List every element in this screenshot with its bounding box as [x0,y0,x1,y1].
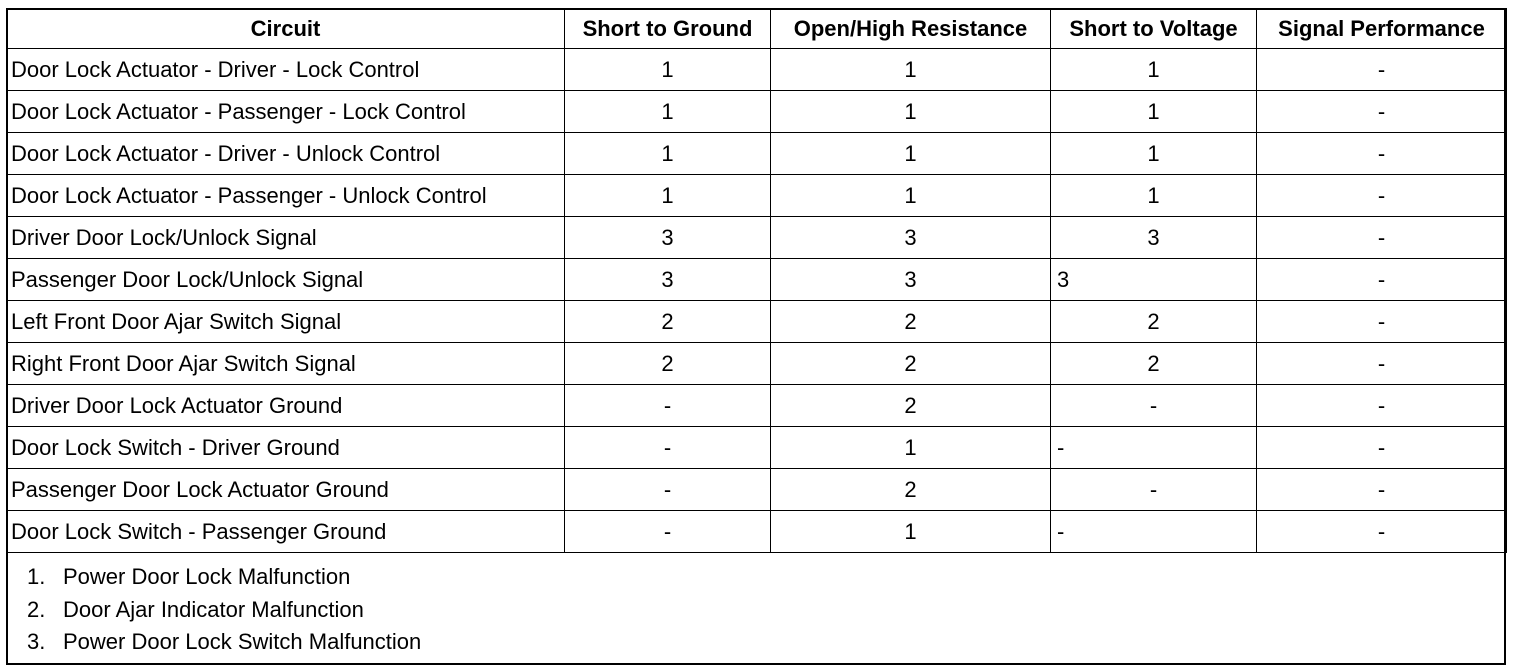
cell-signal-performance: - [1257,259,1507,301]
footnote-item [27,561,1505,594]
table-row [7,175,1507,217]
cell-circuit: Driver Door Lock Actuator Ground [7,385,565,427]
footnote-number: 1. [27,564,46,589]
cell-signal-performance: - [1257,343,1507,385]
cell-circuit: Door Lock Switch - Driver Ground [7,427,565,469]
table-row [7,427,1507,469]
cell-circuit: Door Lock Actuator - Passenger - Unlock Control [7,175,565,217]
header-short-to-ground: Short to Ground [565,9,771,49]
table-header-row [7,9,1507,49]
cell-short-to-ground: 1 [565,133,771,175]
table-row [7,469,1507,511]
cell-short-to-ground: 3 [565,259,771,301]
cell-open-high-resistance: 2 [771,343,1051,385]
cell-short-to-voltage: 1 [1051,91,1257,133]
cell-short-to-ground: 2 [565,301,771,343]
table-row [7,301,1507,343]
table-row [7,49,1507,91]
footnote-number: 2. [27,596,46,622]
diagnostic-table-container [6,8,1506,665]
cell-short-to-ground: - [565,511,771,553]
table-row [7,385,1507,427]
circuit-fault-table [6,8,1507,553]
cell-short-to-voltage: 1 [1051,133,1257,175]
header-short-to-voltage: Short to Voltage [1051,9,1257,49]
cell-short-to-voltage: - [1051,469,1257,511]
cell-open-high-resistance: 1 [771,175,1051,217]
cell-short-to-ground: 3 [565,217,771,259]
cell-open-high-resistance: 2 [771,469,1051,511]
cell-circuit: Passenger Door Lock/Unlock Signal [7,259,565,301]
cell-open-high-resistance: 1 [771,91,1051,133]
cell-short-to-ground: 1 [565,49,771,91]
cell-signal-performance: - [1257,469,1507,511]
cell-signal-performance: - [1257,133,1507,175]
cell-circuit: Door Lock Actuator - Driver - Lock Control [7,49,565,91]
cell-short-to-ground: - [565,385,771,427]
cell-signal-performance: - [1257,49,1507,91]
header-signal-performance: Signal Performance [1257,9,1507,49]
header-circuit: Circuit [7,9,565,49]
cell-open-high-resistance: 2 [771,385,1051,427]
footnote-text: Door Ajar Indicator Malfunction [63,596,364,622]
table-row [7,511,1507,553]
cell-signal-performance: - [1257,301,1507,343]
cell-circuit: Door Lock Actuator - Passenger - Lock Control [7,91,565,133]
cell-short-to-voltage: 2 [1051,343,1257,385]
footnote-item [27,594,1505,627]
cell-circuit: Door Lock Actuator - Driver - Unlock Control [7,133,565,175]
table-row [7,343,1507,385]
footnotes-section [6,553,1506,664]
cell-open-high-resistance: 2 [771,301,1051,343]
cell-signal-performance: - [1257,91,1507,133]
cell-short-to-voltage: 1 [1051,49,1257,91]
cell-signal-performance: - [1257,511,1507,553]
cell-short-to-ground: - [565,427,771,469]
table-row [7,259,1507,301]
cell-circuit: Right Front Door Ajar Switch Signal [7,343,565,385]
cell-short-to-voltage: - [1051,385,1257,427]
cell-open-high-resistance: 1 [771,49,1051,91]
table-row [7,133,1507,175]
footnote-text: Power Door Lock Malfunction [63,564,351,589]
cell-short-to-ground: 2 [565,343,771,385]
cell-short-to-ground: 1 [565,175,771,217]
cell-short-to-voltage: 1 [1051,175,1257,217]
table-row [7,217,1507,259]
cell-open-high-resistance: 1 [771,511,1051,553]
footnote-text: Power Door Lock Switch Malfunction [63,629,422,654]
cell-open-high-resistance: 1 [771,133,1051,175]
cell-short-to-voltage: 3 [1051,259,1257,301]
footnote-item [27,626,1505,659]
cell-open-high-resistance: 3 [771,217,1051,259]
cell-circuit: Passenger Door Lock Actuator Ground [7,469,565,511]
cell-short-to-voltage: 2 [1051,301,1257,343]
cell-circuit: Left Front Door Ajar Switch Signal [7,301,565,343]
cell-signal-performance: - [1257,217,1507,259]
cell-short-to-ground: - [565,469,771,511]
cell-signal-performance: - [1257,427,1507,469]
cell-short-to-voltage: - [1051,511,1257,553]
header-open-high-resistance: Open/High Resistance [771,9,1051,49]
footnote-number: 3. [27,629,46,654]
cell-signal-performance: - [1257,385,1507,427]
cell-circuit: Driver Door Lock/Unlock Signal [7,217,565,259]
table-row [7,91,1507,133]
cell-signal-performance: - [1257,175,1507,217]
cell-short-to-voltage: - [1051,427,1257,469]
cell-circuit: Door Lock Switch - Passenger Ground [7,511,565,553]
cell-short-to-voltage: 3 [1051,217,1257,259]
cell-short-to-ground: 1 [565,91,771,133]
cell-open-high-resistance: 1 [771,427,1051,469]
cell-open-high-resistance: 3 [771,259,1051,301]
